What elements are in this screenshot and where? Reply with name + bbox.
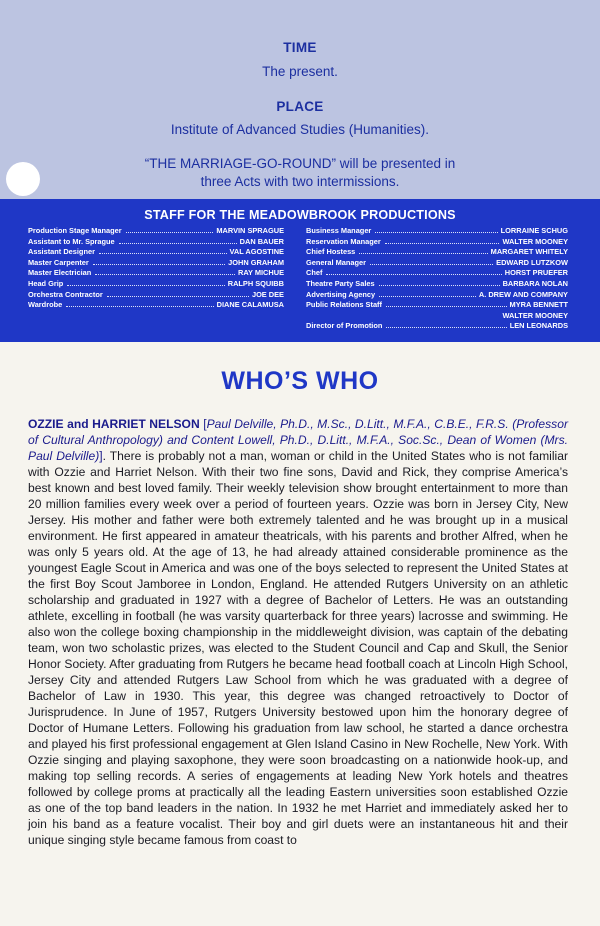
staff-name: MARVIN SPRAGUE (216, 226, 284, 235)
staff-role: General Manager (306, 257, 366, 267)
staff-band (0, 199, 600, 342)
staff-name: A. DREW AND COMPANY (478, 289, 568, 299)
staff-row (306, 311, 568, 322)
staff-row (28, 300, 284, 311)
place-text: Institute of Advanced Studies (Humanities). (170, 122, 430, 137)
bio-body: . There is probably not a man, woman or child in the United States who is not familiar with Ozzie and Harriet Nelson. With their two fine sons, David and Rick, they comprise America’s best known and best loved family. Their weekly television show brought entertainment to more than 20 million families every week over a period of fourteen years. Ozzie was born in Jersey City, New Jersey. His mother and father were both extremely talented and he was brought up in a musical environment. He first appeared in amateur theatricals, with his parents and brother Alfred, when he was only 5 years old. At the age of 13, he had already attained considerable prominence as the youngest Eagle Scout in America and was one of the boys selected to represent the United States at the first Boy Scout Jamboree in London, England. He attended Rutgers University on an athletic scholarship and graduated in 1927 with a degree of Bachelor of Letters. He was an outstanding athlete, excelling in football (he was varsity quarterback for three years) lacrosse and swimming. He also won the college boxing championship in the middleweight division, was captain of the debating team, won two scholastic prizes, was elected to the Student Council and Cap and Skull, the Senior Honor Society. After graduating from Rutgers he became head football coach at Lincoln High School, Jersey City and attended Rutgers Law School from which he was graduated with a degree of Bachelor of Law in 1930. This year, this degree was changed retroactively to Doctor of Jurisprudence. In June of 1957, Rutgers University bestowed upon him the honorary degree of Doctor of Humane Letters. Following his graduation from law school, he started a dance orchestra and played his first professional engagement at Glen Island Casino in New Rochelle, New York. With Ozzie singing and playing saxophone, they were soon broadcasting on a nationwide hook-up, and making top selling records. A series of engagements at leading New York hotels and theatres followed by college proms at practically all the leading Eastern universities soon established Ozzie as one of the top band leaders in the nation. In 1932 he met Harriet and immediately asked her to join his band as a feature vocalist. Their boy and girl duets were an instantaneous hit and their unique singing style became famous from coast to (28, 449, 568, 847)
staff-row (306, 321, 568, 332)
staff-row (306, 300, 568, 311)
staff-name: LEN LEONARDS (509, 321, 568, 331)
staff-name: BARBARA NOLAN (502, 278, 568, 288)
staff-role: Orchestra Contractor (28, 289, 103, 299)
bio-credentials: Paul Delville, Ph.D., M.Sc., D.Litt., M.F.A., C.B.E., F.R.S. (Professor of Cultural Anthropology) and Content Lowell, Ph.D., D.Litt., M.F.A., Soc.Sc., Dean of Women (Mrs. Paul Delville) (28, 417, 568, 463)
bracket-open: [ (203, 417, 207, 431)
staff-role: Reservation Manager (306, 236, 381, 246)
staff-title: STAFF FOR THE MEADOWBROOK PRODUCTIONS (144, 208, 456, 222)
dot-leader (359, 253, 487, 254)
staff-name: LORRAINE SCHUG (500, 226, 568, 235)
dot-leader (95, 274, 235, 275)
staff-role: Head Grip (28, 278, 64, 288)
staff-row (306, 226, 568, 237)
staff-name: WALTER MOONEY (502, 310, 568, 320)
staff-row (28, 268, 284, 279)
staff-name: HORST PRUEFER (504, 268, 568, 278)
staff-name: DIANE CALAMUSA (216, 300, 284, 310)
bio-lead-name: OZZIE and HARRIET NELSON (28, 417, 200, 431)
dot-leader (375, 232, 497, 233)
staff-name: JOHN GRAHAM (228, 257, 284, 267)
staff-role: Business Manager (306, 226, 372, 235)
staff-row (28, 279, 284, 290)
staff-role: Director of Promotion (306, 321, 383, 331)
staff-row (28, 290, 284, 301)
staff-role: Public Relations Staff (306, 300, 382, 310)
staff-role: Wardrobe (28, 300, 63, 310)
staff-row (306, 258, 568, 269)
dot-leader (386, 327, 506, 328)
program-info-panel (0, 0, 600, 199)
place-heading: PLACE (276, 99, 324, 114)
staff-name: RAY MICHUE (238, 268, 284, 278)
dot-leader (386, 306, 507, 307)
staff-row (28, 247, 284, 258)
dot-leader (379, 296, 476, 297)
dot-leader (99, 253, 227, 254)
dot-leader (370, 264, 493, 265)
staff-row (306, 268, 568, 279)
staff-name: JOE DEE (251, 289, 284, 299)
staff-role: Chief Hostess (306, 247, 356, 257)
time-text: The present. (262, 64, 338, 79)
staff-list-right (306, 226, 568, 332)
bracket-close: ] (99, 449, 103, 463)
nelson-biography (28, 416, 568, 848)
staff-name: VAL AGOSTINE (229, 247, 284, 257)
staff-row (306, 237, 568, 248)
staff-row (28, 258, 284, 269)
whos-who-title: WHO’S WHO (221, 367, 379, 395)
staff-role: Assistant Designer (28, 247, 95, 257)
staff-name: EDWARD LUTZKOW (496, 257, 568, 267)
staff-role: Advertising Agency (306, 289, 376, 299)
staff-name: MARGARET WHITELY (490, 247, 568, 257)
staff-row (28, 237, 284, 248)
staff-name: MYRA BENNETT (509, 300, 568, 310)
staff-role: Master Electrician (28, 268, 92, 278)
staff-role: Theatre Party Sales (306, 278, 375, 288)
staff-row (28, 226, 284, 237)
dot-leader (385, 243, 500, 244)
dot-leader (67, 285, 224, 286)
dot-leader (93, 264, 225, 265)
staff-name: WALTER MOONEY (502, 236, 568, 246)
staff-name: DAN BAUER (239, 236, 284, 246)
staff-row (306, 247, 568, 258)
dot-leader (326, 274, 501, 275)
staff-list-left (28, 226, 284, 311)
staff-role: Assistant to Mr. Sprague (28, 236, 115, 246)
staff-row (306, 279, 568, 290)
time-heading: TIME (283, 40, 317, 55)
staff-role: Chef (306, 268, 323, 278)
staff-name: RALPH SQUIBB (227, 278, 284, 288)
dot-leader (107, 296, 249, 297)
punch-hole (6, 162, 40, 196)
staff-role: Production Stage Manager (28, 226, 122, 235)
dot-leader (379, 285, 500, 286)
staff-role: Master Carpenter (28, 257, 89, 267)
staff-row (306, 290, 568, 301)
dot-leader (126, 232, 214, 233)
dot-leader (66, 306, 213, 307)
intermission-note-line1: “THE MARRIAGE-GO-ROUND” will be presented in (144, 156, 456, 171)
intermission-note-line2: three Acts with two intermissions. (200, 174, 400, 189)
dot-leader (119, 243, 237, 244)
